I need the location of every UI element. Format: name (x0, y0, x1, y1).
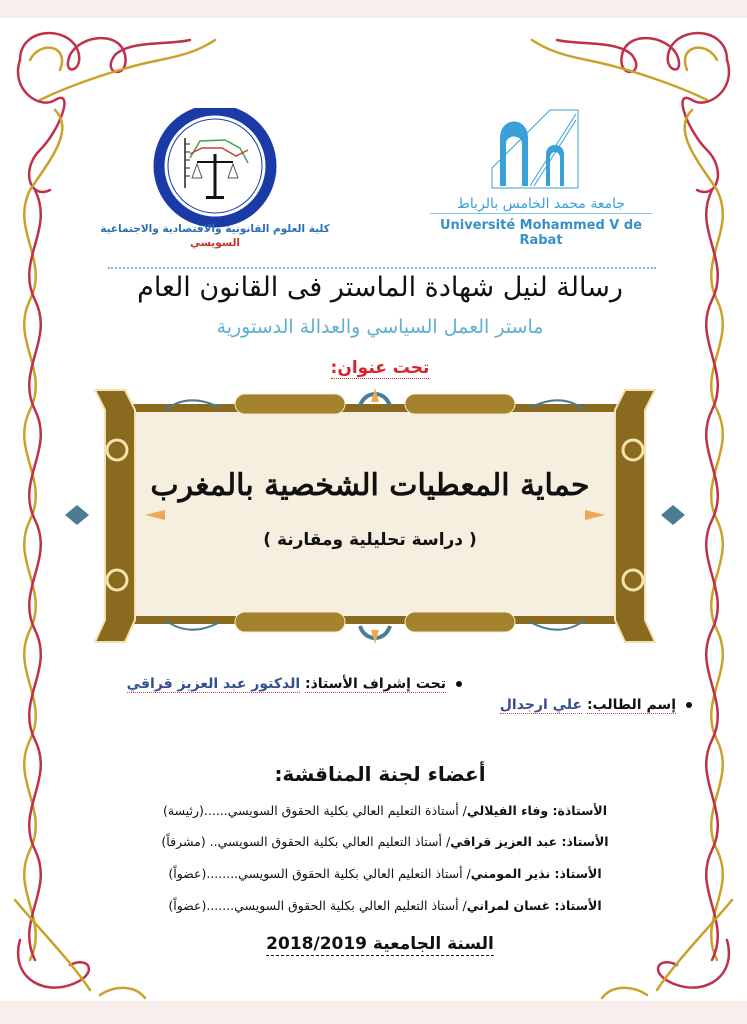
university-name-ar: جامعة محمد الخامس بالرباط (430, 196, 652, 214)
member-name: الأستاذة: وفاء الفيلالي (466, 803, 607, 818)
committee-title: أعضاء لجنة المناقشة: (274, 762, 486, 786)
member-name: الأستاذ: نذير المومني (470, 866, 602, 881)
supervisor-name: الدكتور عبد العزيز قراقي (126, 676, 301, 692)
member-desc: / أستاذ التعليم العالي بكلية الحقوق السويسي (234, 898, 467, 913)
member-desc: / أستاذ التعليم العالي بكلية الحقوق السويسي (217, 834, 451, 849)
member-name: الأستاذ: عبد العزيز قراقي (450, 834, 609, 849)
bullet-icon (456, 681, 462, 687)
faculty-location: السويسي (189, 237, 241, 249)
faculty-name: كلية العلوم القانونية والاقتصادية والاجتماعية (100, 223, 330, 235)
university-name-fr: Université Mohammed V de Rabat (439, 218, 643, 248)
thesis-subtitle: ( دراسة تحليلية ومقارنة ) (263, 530, 477, 550)
thesis-title: حماية المعطيات الشخصية بالمغرب (150, 468, 590, 503)
supervisor-line (127, 676, 462, 692)
committee-member (110, 834, 660, 849)
under-title-text: تحت عنوان: (330, 358, 430, 378)
student-label: إسم الطالب: (586, 697, 676, 713)
member-role: ......(رئيسة) (163, 803, 228, 818)
top-strip (0, 0, 747, 18)
member-role: ........(عضواً) (168, 866, 239, 881)
bullet-icon (686, 702, 692, 708)
member-role: .. (مشرفاً) (161, 834, 218, 849)
committee-member (110, 898, 660, 913)
member-desc: / أستاذة التعليم العالي بكلية الحقوق السويسي (227, 803, 467, 818)
academic-year-text: السنة الجامعية 2018/2019 (266, 934, 494, 954)
supervisor-label: تحت إشراف الأستاذ: (305, 676, 446, 692)
master-title: ماستر العمل السياسي والعدالة الدستورية (216, 316, 544, 338)
student-name: علي ارجدال (499, 697, 583, 713)
academic-year (100, 934, 660, 954)
degree-title: رسالة لنيل شهادة الماستر فى القانون العام (137, 272, 623, 303)
under-title-label (100, 358, 660, 378)
member-name: الأستاذ: غسان لمراني (466, 898, 602, 913)
scroll-banner-icon (55, 380, 695, 650)
faculty-caption (95, 222, 335, 250)
committee-member (110, 803, 660, 818)
member-role: .......(عضواً) (168, 898, 235, 913)
member-desc: / أستاذ التعليم العالي بكلية الحقوق السويسي (238, 866, 471, 881)
header-separator (108, 267, 656, 269)
committee-member (110, 866, 660, 881)
university-logo-icon (490, 108, 580, 192)
bottom-strip (0, 1001, 747, 1024)
student-line (500, 697, 692, 713)
